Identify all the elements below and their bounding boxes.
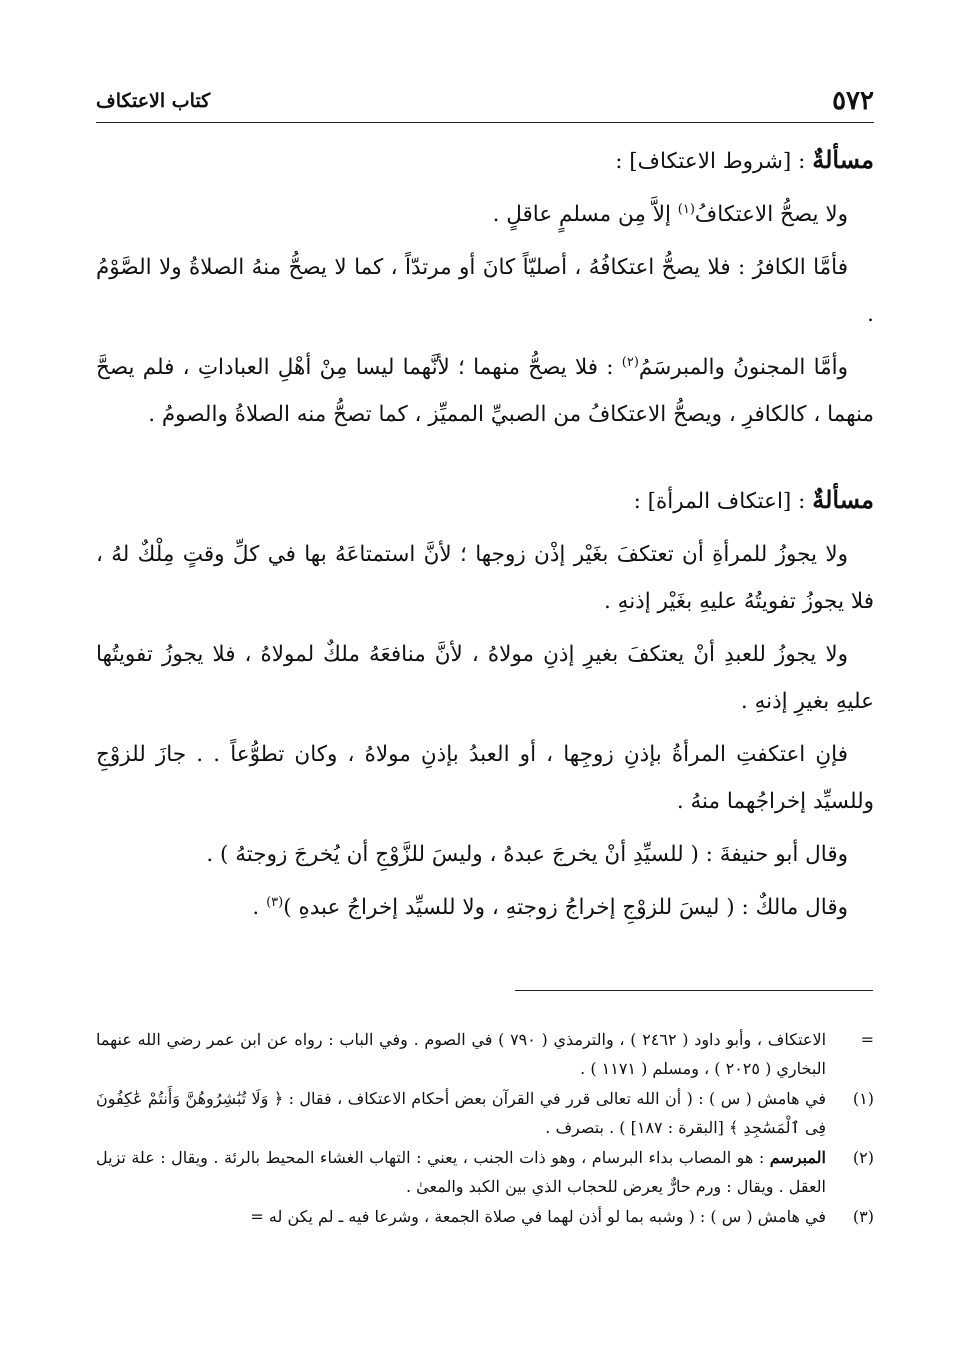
section-separator: : [791, 149, 813, 174]
section-separator: : [791, 489, 813, 514]
section-title: [شروط الاعتكاف] : [615, 149, 792, 174]
footnote-term: المبرسم [769, 1148, 826, 1167]
footnote-3 [96, 1202, 874, 1231]
section-heading-woman [96, 476, 874, 525]
footnote-continued [96, 1025, 874, 1083]
paragraph-text: : فلا يصحُّ منهما ؛ لأنَّهما ليسا مِنْ أهْلِ العباداتِ ، فلم يصحَّ منهما ، كالكافرِ ، ويصحُّ الاعتكافُ من الصبيِّ المميِّز ، كما تصحُّ منه الصلاةُ والصومُ . [96, 355, 874, 427]
footnote-reference[interactable]: (١) [677, 201, 695, 217]
footnote-marker: (٢) [852, 1148, 874, 1167]
paragraph-text: إلاَّ مِن مسلمٍ عاقلٍ . [492, 202, 678, 227]
footnote-text: في هامش ( س ) : ( أن الله تعالى قرر في القرآن بعض أحكام الاعتكاف ، فقال : ﴿ وَلَا تُبَٰشِرُوهُنَّ وَأَنتُمْ عَٰكِفُونَ فِى ٱلْمَسَٰجِدِ ﴾ [البقرة : ١٨٧] ) . بتصرف . [96, 1089, 826, 1137]
section-label: مسألةٌ [812, 485, 874, 514]
footnote-marker: (٣) [852, 1207, 874, 1226]
footnote-text: الاعتكاف ، وأبو داود ( ٢٤٦٢ ) ، والترمذي ( ٧٩٠ ) في الصوم . وفي الباب : رواه عن ابن عمر رضي الله عنهما البخاري ( ٢٠٢٥ ) ، ومسلم ( ١١٧١ ) . [96, 1030, 827, 1078]
paragraph-text: وأمَّا المجنونُ والمبرسَمُ [638, 355, 849, 380]
footnote-reference[interactable]: (٢) [621, 354, 639, 370]
paragraph: وقال أبو حنيفةَ : ( للسيِّدِ أنْ يخرجَ عبدهُ ، وليسَ للزَّوْجِ أن يُخرجَ زوجتهُ ) . [206, 842, 848, 867]
footnote-text: في هامش ( س ) : ( وشبه بما لو أذن لهما في صلاة الجمعة ، وشرعا فيه ـ لم يكن له = [250, 1207, 826, 1226]
paragraph [96, 344, 874, 438]
main-text [96, 136, 874, 937]
footnote-reference[interactable]: (٣) [266, 894, 284, 910]
footnote-marker: (١) [852, 1089, 874, 1108]
paragraph [96, 884, 874, 931]
paragraph-text: وقال مالكٌ : ( ليسَ للزوْجِ إخراجُ زوجتهِ ، ولا للسيِّد إخراجُ عبدهِ ) [283, 895, 848, 920]
footnote-text: : هو المصاب بداء البرسام ، وهو ذات الجنب ، يعني : التهاب الغشاء المحيط بالرئة . ويقال : علة تزيل العقل . ويقال : ورم حارٌّ يعرض للحجاب الذي بين الكبد والمعىٰ . [96, 1148, 826, 1196]
section-label: مسألةٌ [812, 145, 874, 174]
paragraph: ولا يجوزُ للعبدِ أنْ يعتكفَ بغيرِ إذنِ مولاهُ ، لأنَّ منافعَهُ ملكٌ لمولاهُ ، فلا يجوزُ تفويتُها عليهِ بغيرِ إذنهِ . [96, 642, 874, 714]
paragraph: فإنِ اعتكفتِ المرأةُ بإذنِ زوجِها ، أو العبدُ بإذنِ مولاهُ ، وكان تطوُّعاً . . جازَ للزوْجِ وللسيِّد إخراجُهما منهُ . [96, 742, 874, 814]
section-heading-conditions [96, 136, 874, 185]
running-title: كتاب الاعتكاف [96, 90, 211, 112]
paragraph [96, 191, 874, 238]
footnote-divider [515, 990, 873, 991]
paragraph: فأمَّا الكافرُ : فلا يصحُّ اعتكافُهُ ، أصليّاً كانَ أو مرتدّاً ، كما لا يصحُّ منهُ الصلاةُ ولا الصَّوْمُ . [96, 255, 874, 327]
footnote-2 [96, 1143, 874, 1201]
page-number: ٥٧٢ [832, 86, 874, 116]
paragraph: ولا يجوزُ للمرأةِ أن تعتكفَ بغَيْر إذْن زوجها ؛ لأنَّ استمتاعَهُ بها في كلِّ وقتٍ مِلْكٌ لهُ ، فلا يجوزُ تفويتُهُ عليهِ بغَيْر إذنهِ . [96, 542, 874, 614]
footnote-1 [96, 1084, 874, 1142]
page-header [96, 84, 874, 123]
section-title: [اعتكاف المرأة] : [633, 489, 792, 514]
paragraph-text: ولا يصحُّ الاعتكافُ [694, 202, 848, 227]
footnotes [96, 1025, 874, 1232]
continuation-mark: = [860, 1030, 874, 1049]
paragraph-text: . [252, 895, 267, 920]
